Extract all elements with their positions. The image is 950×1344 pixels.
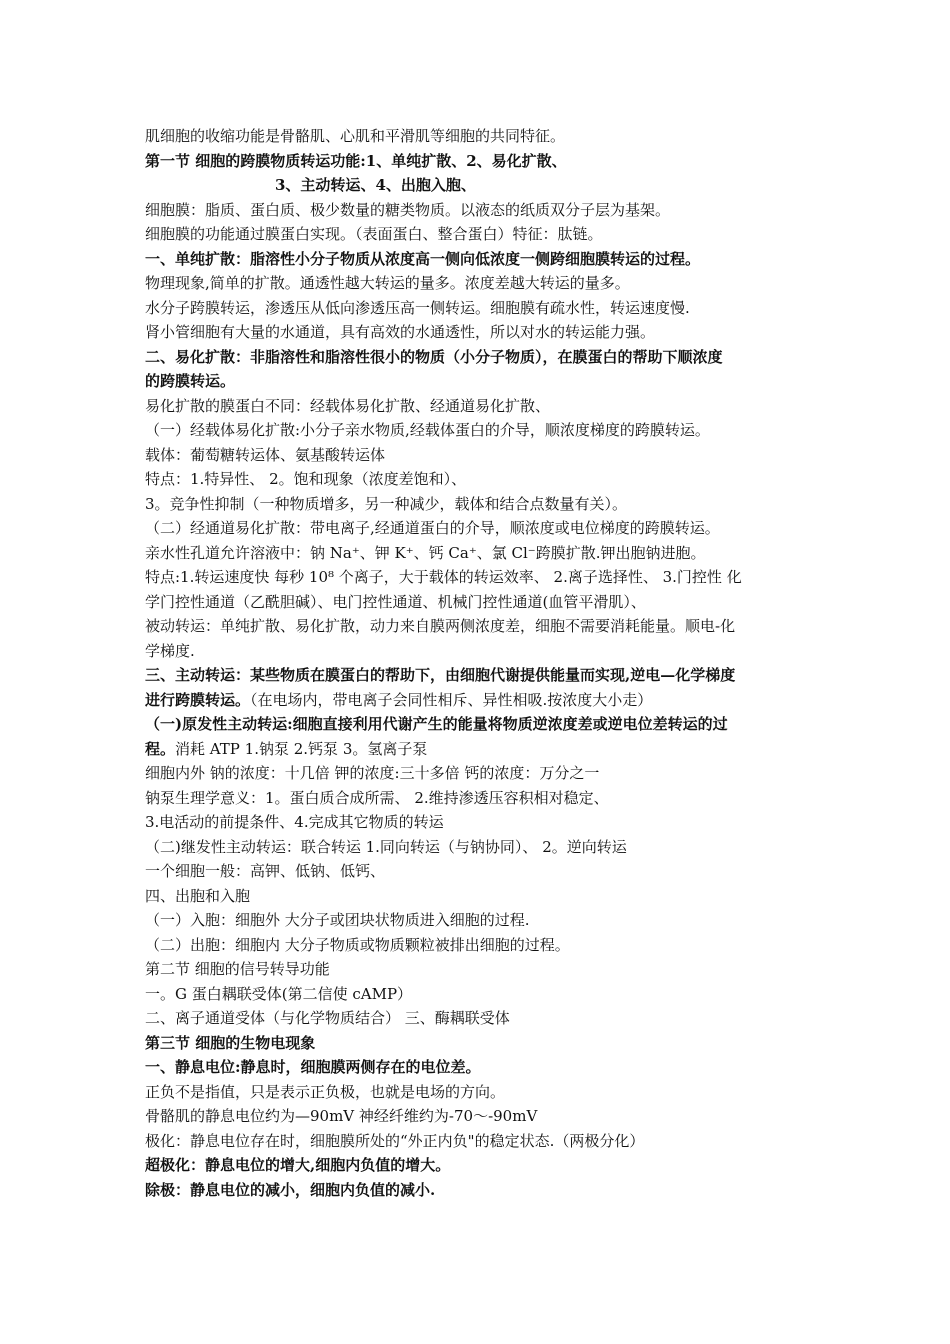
- text-line: 学梯度.: [145, 641, 195, 660]
- text-line: 一个细胞一般：高钾、低钠、低钙、: [145, 862, 386, 880]
- text-line: 水分子跨膜转运，渗透压从低向渗透压高一侧转运。细胞膜有疏水性，转运速度慢.: [145, 298, 690, 317]
- document-page: [145, 124, 815, 1202]
- text-line: 被动转运：单纯扩散、易化扩散，动力来自膜两侧浓度差，细胞不需要消耗能量。顺电-化: [145, 617, 736, 635]
- text-line: 极化：静息电位存在时，细胞膜所处的“外正内负"的稳定状态.（两极分化）: [145, 1131, 645, 1150]
- text-line: 3。竞争性抑制（一种物质增多，另一种减少，载体和结合点数量有关）。: [145, 494, 628, 513]
- text-line: 特点：1.特异性、 2。饱和现象（浓度差饱和）、: [145, 470, 467, 488]
- normal-segment: （在电场内，带电离子会同性相斥、异性相吸.按浓度大小走）: [250, 690, 653, 709]
- section-heading: 第二节 细胞的信号转导功能: [145, 960, 330, 978]
- subheading: （一)原发性主动转运:细胞直接利用代谢产生的能量将物质逆浓度差或逆电位差转运的过: [145, 715, 728, 733]
- text-line: 四、出胞和入胞: [145, 886, 251, 905]
- text-line: 载体：葡萄糖转运体、氨基酸转运体: [145, 445, 386, 464]
- text-line: 易化扩散的膜蛋白不同：经载体易化扩散、经通道易化扩散、: [145, 396, 551, 415]
- mixed-line: [145, 688, 815, 713]
- section-heading: 第三节 细胞的生物电现象: [145, 1033, 316, 1052]
- definition-line: 超极化：静息电位的增大,细胞内负值的增大。: [145, 1156, 451, 1174]
- text-line: 物理现象,简单的扩散。通透性越大转运的量多。浓度差越大转运的量多。: [145, 274, 630, 292]
- text-line: （一）经载体易化扩散:小分子亲水物质,经载体蛋白的介导，顺浓度梯度的跨膜转运。: [145, 421, 710, 439]
- subheading: 一、静息电位:静息时，细胞膜两侧存在的电位差。: [145, 1058, 481, 1076]
- normal-segment: 消耗 ATP 1.钠泵 2.钙泵 3。氢离子泵: [175, 739, 428, 758]
- text-line: （二）经通道易化扩散：带电离子,经通道蛋白的介导，顺浓度或电位梯度的跨膜转运。: [145, 519, 720, 537]
- text-line: 正负不是指值，只是表示正负极，也就是电场的方向。: [145, 1082, 506, 1101]
- subheading: 二、易化扩散：非脂溶性和脂溶性很小的物质（小分子物质），在膜蛋白的帮助下顺浓度: [145, 347, 723, 366]
- text-line: 学门控性通道（乙酰胆碱）、电门控性通道、机械门控性通道(血管平滑肌）、: [145, 592, 646, 611]
- section-heading: 第一节 细胞的跨膜物质转运功能:1、单纯扩散、2、易化扩散、: [145, 151, 567, 170]
- text-line: （一）入胞：细胞外 大分子或团块状物质进入细胞的过程.: [145, 911, 530, 929]
- text-line: 骨骼肌的静息电位约为—90mV 神经纤维约为-70～-90mV: [145, 1107, 538, 1125]
- text-line: （二）出胞：细胞内 大分子物质或物质颗粒被排出细胞的过程。: [145, 935, 570, 954]
- text-line: 细胞膜：脂质、蛋白质、极少数量的糖类物质。以液态的纸质双分子层为基架。: [145, 200, 671, 219]
- bold-segment: 进行跨膜转运。: [145, 690, 251, 709]
- text-line: 3.电活动的前提条件、4.完成其它物质的转运: [145, 813, 444, 831]
- subheading: 一、单纯扩散：脂溶性小分子物质从浓度高一侧向低浓度一侧跨细胞膜转运的过程。: [145, 249, 701, 268]
- text-line: 一。G 蛋白耦联受体(第二信使 cAMP）: [145, 984, 413, 1003]
- text-line: 钠泵生理学意义：1。蛋白质合成所需、 2.维持渗透压容积相对稳定、: [145, 788, 609, 807]
- text-line: 特点:1.转运速度快 每秒 10⁸ 个离子，大于载体的转运效率、 2.离子选择性、 3.门控性 化: [145, 568, 742, 586]
- subheading: 三、主动转运：某些物质在膜蛋白的帮助下，由细胞代谢提供能量而实现,逆电—化学梯度: [145, 666, 736, 684]
- text-line: 肌细胞的收缩功能是骨骼肌、心肌和平滑肌等细胞的共同特征。: [145, 127, 566, 145]
- text-line: 二、离子通道受体（与化学物质结合） 三、酶耦联受体: [145, 1009, 510, 1027]
- text-line: （二)继发性主动转运：联合转运 1.同向转运（与钠协同）、 2。逆向转运: [145, 837, 627, 856]
- subheading-continued: 的跨膜转运。: [145, 372, 236, 390]
- definition-line: 除极：静息电位的减小，细胞内负值的减小.: [145, 1180, 436, 1199]
- text-line: 细胞内外 钠的浓度：十几倍 钾的浓度:三十多倍 钙的浓度：万分之一: [145, 764, 600, 782]
- mixed-line: [145, 737, 815, 762]
- text-line: 肾小管细胞有大量的水通道，具有高效的水通透性，所以对水的转运能力强。: [145, 323, 656, 341]
- section-heading-continued: 3、主动转运、4、出胞入胞、: [275, 176, 476, 194]
- text-line: 亲水性孔道允许溶液中：钠 Na⁺、钾 K⁺、钙 Ca⁺、氯 Cl⁻跨膜扩散.钾出胞钠进胞。: [145, 543, 706, 562]
- bold-segment: 程。: [145, 739, 176, 758]
- text-line: 细胞膜的功能通过膜蛋白实现。（表面蛋白、整合蛋白）特征：肽链。: [145, 225, 603, 243]
